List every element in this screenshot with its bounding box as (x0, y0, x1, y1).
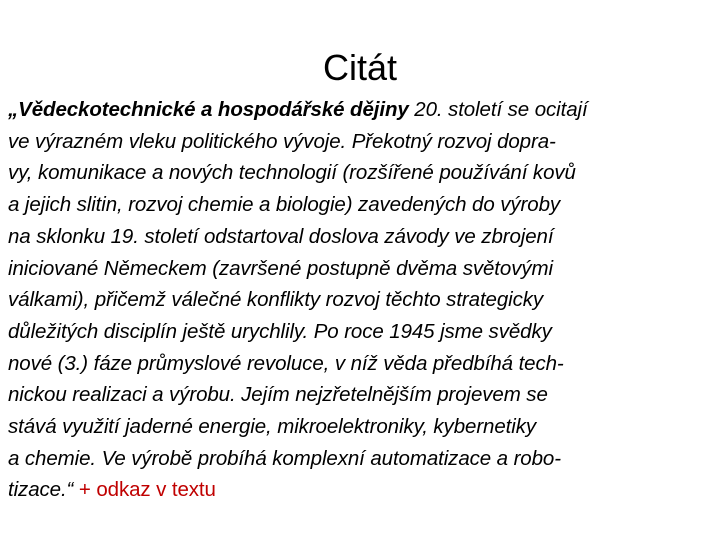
quote-last-line: tizace.“ (8, 478, 79, 502)
quote-line: a jejich slitin, rozvoj chemie a biologie) zavedených do výroby (8, 193, 561, 217)
quote-text (8, 94, 708, 506)
quote-line: na sklonku 19. století odstartoval doslova závody ve zbrojení (8, 224, 554, 248)
quote-line (8, 94, 708, 126)
quote-line: ve výrazném vleku politického vývoje. Překotný rozvoj dopra- (8, 129, 556, 153)
quote-line: vy, komunikace a nových technologií (rozšířené používání kovů (8, 161, 576, 185)
quote-line-rest: 20. století se ocitají (408, 98, 588, 121)
quote-bold-phrase: „Vědeckotechnické a hospodářské dějiny (8, 98, 409, 121)
quote-line: nickou realizaci a výrobu. Jejím nejzřetelnějším projevem se (8, 383, 548, 407)
text-reference-link[interactable]: + odkaz v textu (78, 478, 216, 502)
quote-line: a chemie. Ve výrobě probíhá komplexní automatizace a robo- (8, 446, 561, 470)
quote-line (8, 474, 708, 506)
quote-line: iniciované Německem (završené postupně dvěma světovými (8, 256, 553, 280)
quote-line: důležitých disciplín ještě urychlily. Po roce 1945 jsme svědky (8, 319, 552, 343)
slide-title: Citát (322, 47, 398, 88)
quote-line: stává využití jaderné energie, mikroelektroniky, kybernetiky (8, 415, 536, 439)
quote-line: válkami), přičemž válečné konflikty rozvoj těchto strategicky (8, 288, 544, 312)
quote-line: nové (3.) fáze průmyslové revoluce, v níž věda předbíhá tech- (8, 351, 564, 375)
